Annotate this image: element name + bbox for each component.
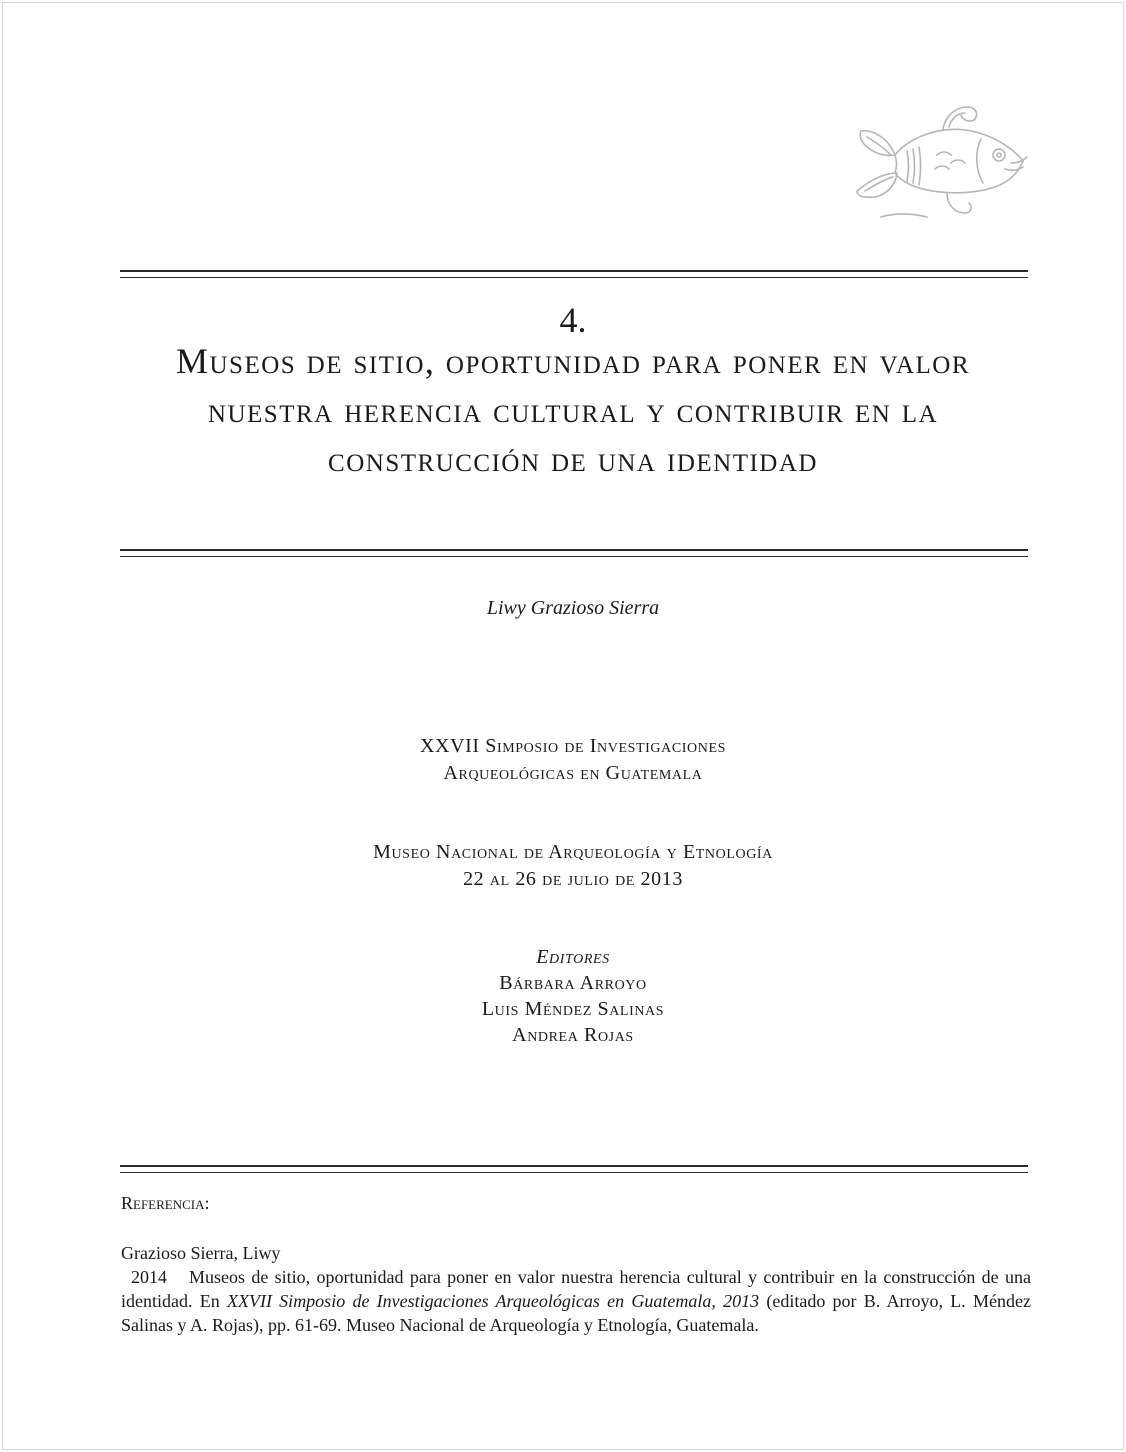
- reference-text-part1: Museos de sitio, oportunidad para poner en valor nuestra herencia cultural y contribuir en la construcción de una identidad. En: [121, 1267, 1031, 1311]
- chapter-title: Museos de sitio, oportunidad para poner en valor nuestra herencia cultural y contribuir en la construcción de una identidad: [175, 341, 970, 479]
- reference-text-part2: (editado por B. Arroyo, L. Méndez Salinas y A. Rojas), pp. 61-69. Museo Nacional de Arqueología y Etnología, Guatemala.: [121, 1291, 1031, 1335]
- symposium-line-2: Arqueológicas en Guatemala: [443, 762, 703, 784]
- editors-block: [3, 944, 1126, 1048]
- reference-double-rule: [120, 1165, 1028, 1173]
- reference-citation: [121, 1241, 1031, 1337]
- venue-name: Museo Nacional de Arqueología y Etnología: [373, 841, 773, 863]
- editor-name: Bárbara Arroyo: [499, 972, 647, 994]
- symposium-line-1: XXVII Simposio de Investigaciones: [419, 735, 726, 757]
- reference-heading: Referencia:: [121, 1193, 210, 1213]
- symposium-block: [3, 733, 1126, 787]
- editor-name: Luis Méndez Salinas: [481, 998, 665, 1020]
- editors-heading: Editores: [536, 946, 610, 968]
- venue-dates: 22 al 26 de julio de 2013: [463, 868, 683, 890]
- document-page: [2, 2, 1124, 1450]
- author-name: Liwy Grazioso Sierra: [486, 597, 660, 619]
- top-double-rule: [120, 270, 1028, 278]
- editor-name: Andrea Rojas: [512, 1024, 634, 1046]
- fish-glyph-icon: [851, 99, 1033, 227]
- reference-book-title: XXVII Simposio de Investigaciones Arqueológicas en Guatemala, 2013: [226, 1291, 760, 1311]
- chapter-number: 4.: [559, 300, 587, 340]
- reference-entry: [121, 1265, 1031, 1337]
- title-bottom-double-rule: [120, 549, 1028, 557]
- reference-author: Grazioso Sierra, Liwy: [121, 1243, 281, 1263]
- reference-year: 2014: [131, 1267, 167, 1287]
- venue-block: [3, 839, 1126, 893]
